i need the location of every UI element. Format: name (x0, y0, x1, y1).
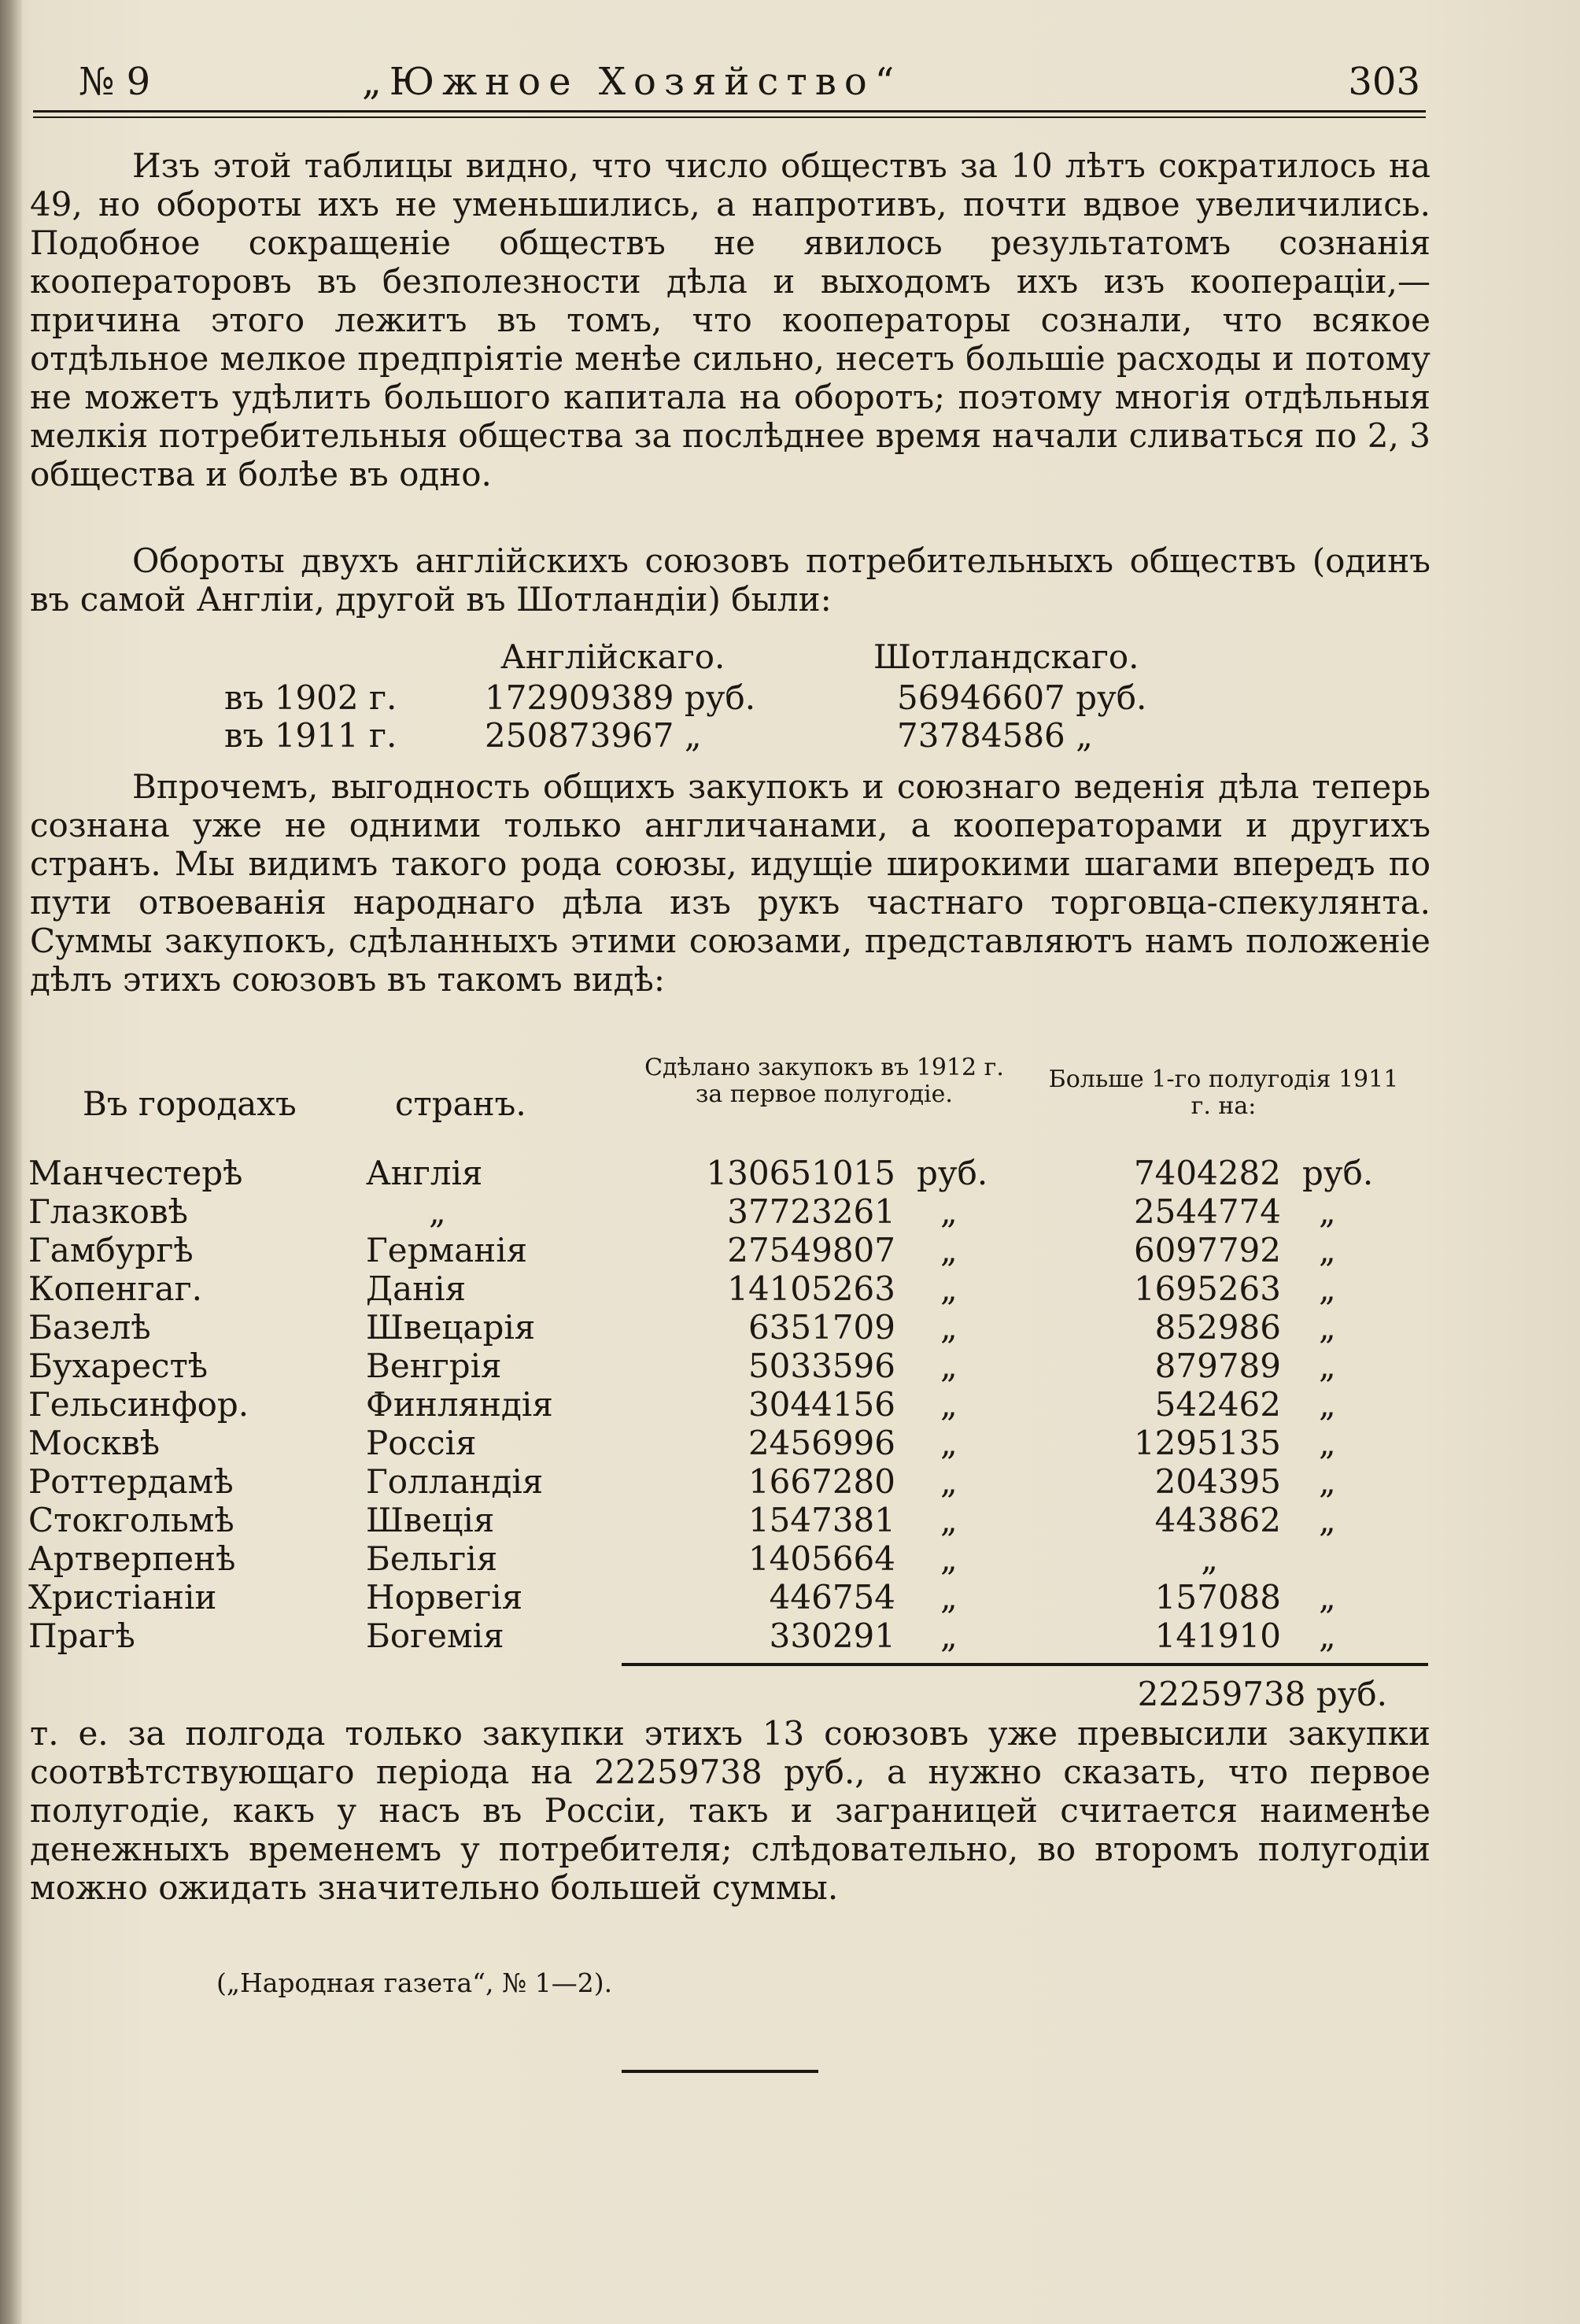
row-country: Германія (366, 1231, 528, 1269)
table-row (0, 1462, 1580, 1500)
row-unit: „ (940, 1308, 958, 1347)
row-country: Швеція (366, 1501, 495, 1539)
row-increase: 7404282 (1133, 1154, 1281, 1192)
turnover-scotland: 56946607 руб. (897, 678, 1147, 717)
table-row (0, 1269, 1580, 1307)
turnover-england: 172909389 руб. (485, 678, 756, 717)
table-row (0, 1192, 1580, 1230)
row-purchases: 1547381 (748, 1501, 895, 1539)
table-row (0, 1308, 1580, 1346)
row-unit: „ (1319, 1578, 1336, 1616)
row-unit: „ (1319, 1231, 1336, 1269)
row-city: Христіаніи (28, 1578, 217, 1616)
row-purchases: 14105263 (727, 1269, 895, 1308)
section-end-rule (622, 2070, 818, 2073)
row-unit: руб. (1302, 1154, 1374, 1192)
paragraph-conclusion: т. е. за полгода только закупки этихъ 13 союзовъ уже превысили закупки соотвѣтствующаго періода на 22259738 руб., а нужно сказать, что первое полугодіе, какъ у насъ въ Россіи, такъ и заграницей считается наименѣе денежныхъ временемъ у потребителя; слѣдовательно, во второмъ полугодіи можно ожидать значительно большей суммы. (30, 1714, 1430, 1907)
row-increase: 443862 (1154, 1501, 1281, 1539)
row-unit: „ (1319, 1308, 1336, 1347)
row-increase: 6097792 (1133, 1231, 1281, 1269)
row-country: „ (429, 1192, 446, 1231)
row-country: Финляндія (366, 1385, 553, 1424)
row-unit: „ (1319, 1424, 1336, 1462)
row-city: Артверпенѣ (28, 1539, 236, 1578)
row-unit: „ (1319, 1269, 1336, 1308)
running-header (47, 55, 1420, 110)
row-city: Бухарестѣ (28, 1347, 209, 1385)
row-city: Прагѣ (28, 1616, 135, 1655)
table-row (0, 1501, 1580, 1539)
row-unit: „ (1319, 1385, 1336, 1424)
row-unit: „ (1319, 1616, 1336, 1655)
header-rule (33, 110, 1426, 113)
row-unit: „ (940, 1578, 958, 1616)
row-city: Копенгаг. (28, 1269, 203, 1308)
paragraph-english-unions: Обороты двухъ англійскихъ союзовъ потребительныхъ обществъ (одинъ въ самой Англіи, другой въ Шотландіи) были: (30, 541, 1430, 619)
row-purchases: 1405664 (748, 1539, 895, 1578)
row-increase: 2544774 (1133, 1192, 1281, 1231)
row-unit: „ (1319, 1192, 1336, 1231)
row-unit: „ (940, 1424, 958, 1462)
row-city: Роттердамѣ (28, 1462, 234, 1501)
row-increase: 1695263 (1133, 1269, 1281, 1308)
row-unit: „ (940, 1501, 958, 1539)
row-increase: 141910 (1154, 1616, 1281, 1655)
paragraph-other-countries: Впрочемъ, выгодность общихъ закупокъ и союзнаго веденія дѣла теперь сознана уже не одними только англичанами, а кооператорами и другихъ странъ. Мы видимъ такого рода союзы, идущіе широкими шагами впередъ по пути отвоеванія народнаго дѣла изъ рукъ частнаго торговца-спекулянта. Суммы закупокъ, сдѣланныхъ этими союзами, представляютъ намъ положеніе дѣлъ этихъ союзовъ въ такомъ видѣ: (30, 767, 1430, 999)
row-country: Норвегія (366, 1578, 523, 1616)
purchases-total: 22259738 руб. (1137, 1675, 1387, 1713)
row-unit: „ (940, 1192, 958, 1231)
row-unit: „ (940, 1385, 958, 1424)
row-city: Манчестерѣ (28, 1154, 243, 1192)
table-row (0, 1616, 1580, 1654)
header-purchases: Сдѣлано закупокъ въ 1912 г. за первое полугодіе. (644, 1054, 1004, 1108)
row-purchases: 6351709 (748, 1308, 895, 1347)
row-increase: 852986 (1154, 1308, 1281, 1347)
row-purchases: 5033596 (748, 1347, 895, 1385)
row-country: Венгрія (366, 1347, 502, 1385)
row-purchases: 27549807 (727, 1231, 895, 1269)
row-unit: „ (940, 1231, 958, 1269)
header-increase: Больше 1-го полугодія 1911 г. на: (1048, 1066, 1399, 1120)
row-city: Гельсинфор. (28, 1385, 249, 1424)
column-england: Англійскаго. (500, 637, 725, 676)
row-country: Голландія (366, 1462, 544, 1501)
row-purchases: 2456996 (748, 1424, 895, 1462)
row-unit: „ (1319, 1347, 1336, 1385)
row-increase: 1295135 (1133, 1424, 1281, 1462)
table-row (0, 1578, 1580, 1616)
row-unit: руб. (917, 1154, 988, 1192)
source-citation: („Народная газета“, № 1—2). (216, 1967, 613, 1998)
row-purchases: 37723261 (727, 1192, 895, 1231)
table-row (0, 1424, 1580, 1461)
paragraph-society-reduction: Изъ этой таблицы видно, что число обществъ за 10 лѣтъ сократилось на 49, но обороты ихъ не уменьшились, а напротивъ, почти вдвое увеличились. Подобное сокращеніе обществъ не явилось результатомъ сознанія кооператоровъ въ безполезности дѣла и выходомъ ихъ изъ коопераціи,—причина этого лежитъ въ томъ, что кооператоры сознали, что всякое отдѣльное мелкое предпріятіе менѣе сильно, несетъ большіе расходы и потому не можетъ удѣлить большого капитала на оборотъ; поэтому многія отдѣльныя мелкія потребительныя общества за послѣднее время начали сливаться по 2, 3 общества и болѣе въ одно. (30, 146, 1430, 493)
turnover-scotland: 73784586 „ (897, 716, 1093, 755)
row-country: Англія (366, 1154, 483, 1192)
row-purchases: 3044156 (748, 1385, 895, 1424)
journal-title: „Южное Хозяйство“ (362, 60, 903, 104)
table-row (0, 1154, 1580, 1192)
row-increase: 879789 (1154, 1347, 1281, 1385)
turnover-year: въ 1902 г. (224, 678, 397, 717)
row-country: Богемія (366, 1616, 504, 1655)
row-increase: 157088 (1154, 1578, 1281, 1616)
row-city: Москвѣ (28, 1424, 161, 1462)
table-row (0, 1539, 1580, 1577)
row-city: Стокгольмѣ (28, 1501, 234, 1539)
row-purchases: 330291 (769, 1616, 895, 1655)
total-rule (622, 1663, 1428, 1666)
header-city: Въ городахъ (83, 1084, 297, 1123)
row-purchases: 130651015 (706, 1154, 895, 1192)
row-purchases: 1667280 (748, 1462, 895, 1501)
table-row (0, 1231, 1580, 1269)
row-unit: „ (940, 1616, 958, 1655)
table-row (0, 1385, 1580, 1423)
row-unit: „ (1319, 1501, 1336, 1539)
row-unit: „ (940, 1462, 958, 1501)
header-rule-thin (33, 116, 1426, 118)
row-increase: „ (1201, 1539, 1218, 1578)
row-purchases: 446754 (769, 1578, 895, 1616)
issue-number: № 9 (79, 60, 151, 104)
row-country: Швецарія (366, 1308, 536, 1347)
column-scotland: Шотландскаго. (873, 637, 1139, 676)
row-country: Россія (366, 1424, 477, 1462)
row-unit: „ (940, 1539, 958, 1578)
row-country: Данія (366, 1269, 467, 1308)
row-city: Гамбургѣ (28, 1231, 194, 1269)
row-city: Глазковѣ (28, 1192, 188, 1231)
row-increase: 204395 (1154, 1462, 1281, 1501)
table-row (0, 1347, 1580, 1384)
page-number: 303 (1348, 60, 1420, 104)
row-country: Бельгія (366, 1539, 498, 1578)
row-unit: „ (940, 1269, 958, 1308)
row-increase: 542462 (1154, 1385, 1281, 1424)
turnover-england: 250873967 „ (485, 716, 702, 755)
row-city: Базелѣ (28, 1308, 151, 1347)
turnover-year: въ 1911 г. (224, 716, 397, 755)
row-unit: „ (940, 1347, 958, 1385)
row-unit: „ (1319, 1462, 1336, 1501)
header-country: странъ. (395, 1084, 526, 1123)
